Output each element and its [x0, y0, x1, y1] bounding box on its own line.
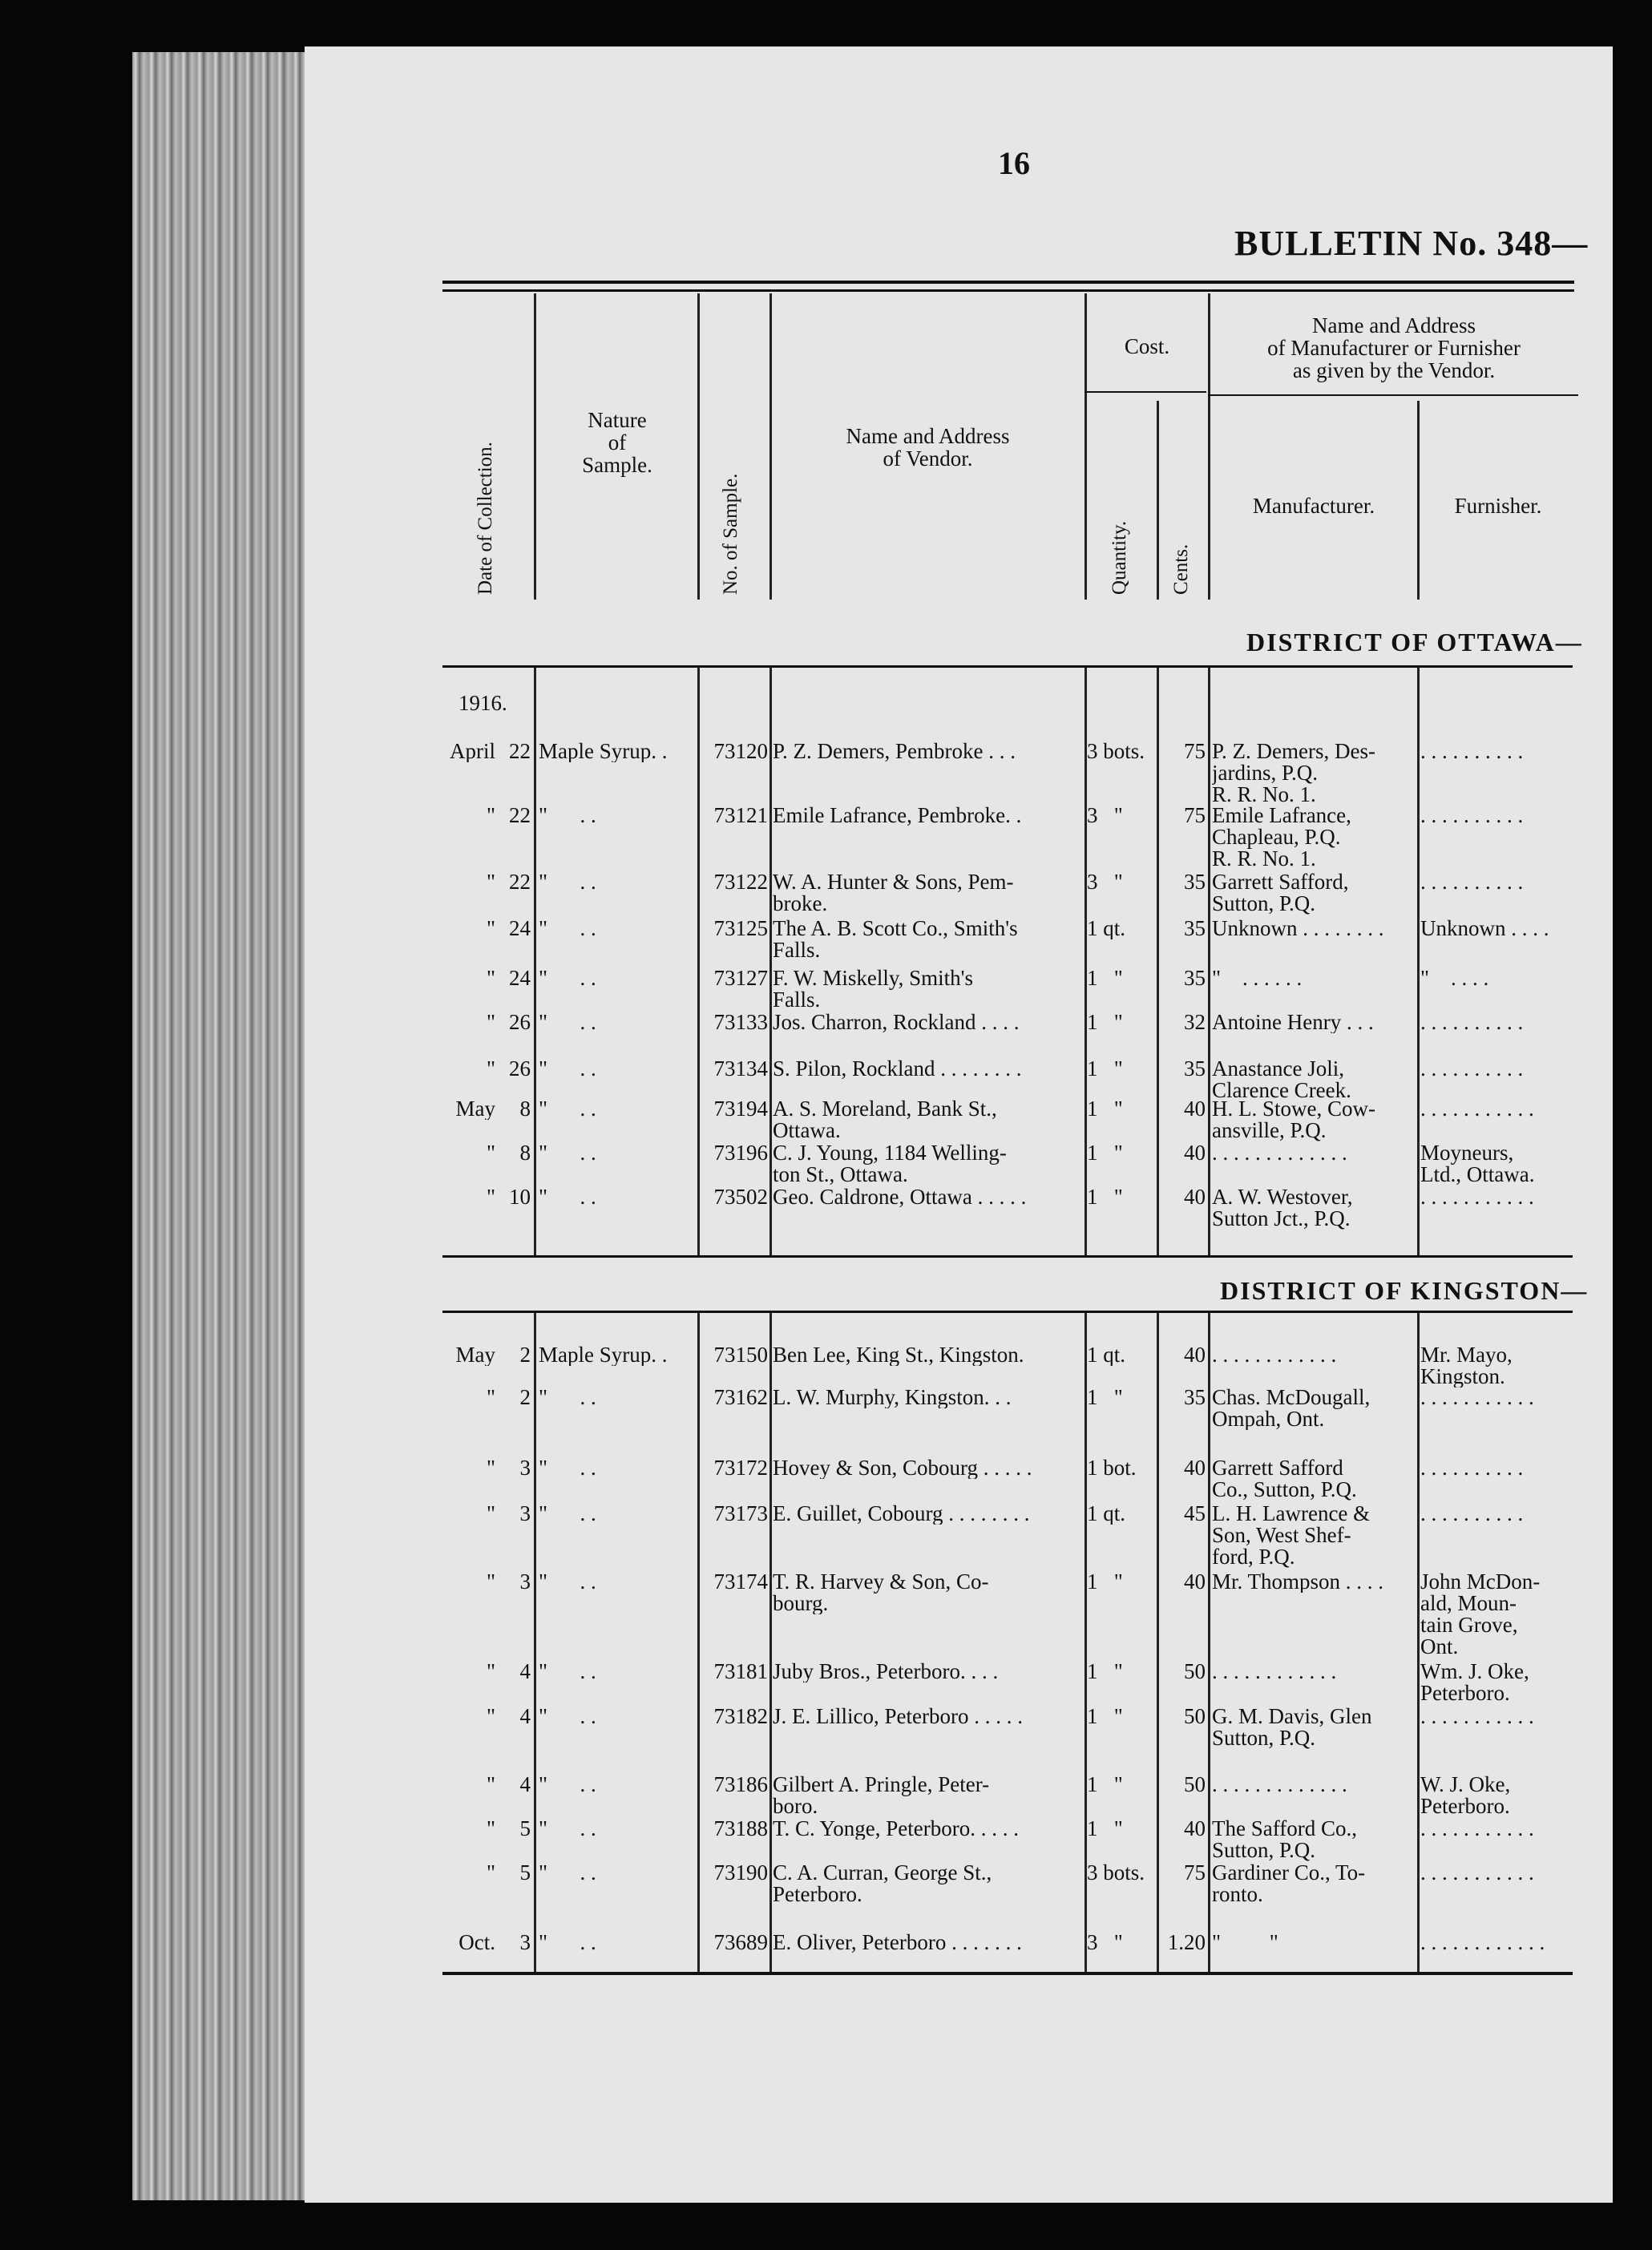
cell-month: " — [486, 1862, 495, 1884]
cell-no: 73150 — [713, 1344, 768, 1366]
cell-no: 73182 — [713, 1706, 768, 1727]
cell-cents: 40 — [1184, 1186, 1206, 1208]
cell-furn: John McDon- ald, Moun- tain Grove, Ont. — [1420, 1571, 1541, 1658]
cell-vendor: W. A. Hunter & Sons, Pem- broke. — [773, 871, 1014, 915]
cell-day: 3 — [519, 1571, 531, 1593]
cell-no: 73120 — [713, 741, 768, 762]
cell-mfr: Mr. Thompson . . . . — [1212, 1571, 1384, 1593]
district-title: DISTRICT OF KINGSTON— — [1220, 1276, 1589, 1305]
cell-qty: 3 " — [1087, 1932, 1123, 1953]
cell-day: 5 — [519, 1862, 531, 1884]
cell-mfr: Garrett Safford, Sutton, P.Q. — [1212, 871, 1349, 915]
cell-month: " — [486, 805, 495, 826]
cell-vendor: F. W. Miskelly, Smith's Falls. — [773, 967, 974, 1011]
cell-vendor: Hovey & Son, Cobourg . . . . . — [773, 1457, 1032, 1479]
cell-qty: 1 " — [1087, 1142, 1123, 1164]
cell-month: " — [486, 967, 495, 989]
cell-vendor: E. Guillet, Cobourg . . . . . . . . — [773, 1503, 1030, 1525]
cell-month: " — [486, 1774, 495, 1796]
cell-furn: . . . . . . . . . . — [1420, 805, 1524, 826]
cell-nature: " . . — [539, 805, 596, 826]
cell-day: 2 — [519, 1344, 531, 1366]
bottom-rule — [442, 1972, 1573, 1975]
cell-day: 10 — [509, 1186, 531, 1208]
header-cents: Cents. — [1170, 543, 1192, 595]
cell-day: 3 — [519, 1503, 531, 1525]
district-title: DISTRICT OF OTTAWA— — [1246, 628, 1583, 656]
cell-nature: " . . — [539, 1661, 596, 1682]
cell-month: " — [486, 1186, 495, 1208]
cell-month: " — [486, 1818, 495, 1840]
cell-day: 3 — [519, 1457, 531, 1479]
cell-furn: . . . . . . . . . . . — [1420, 1098, 1534, 1120]
cell-furn: . . . . . . . . . . — [1420, 871, 1524, 893]
cell-cents: 40 — [1184, 1457, 1206, 1479]
body-col-divider — [1208, 1313, 1210, 1972]
cell-furn: . . . . . . . . . . — [1420, 1012, 1524, 1033]
cell-qty: 1 " — [1087, 1012, 1123, 1033]
cell-furn: " . . . . — [1420, 967, 1489, 989]
cell-cents: 35 — [1184, 967, 1206, 989]
cell-qty: 1 " — [1087, 1387, 1123, 1408]
cell-nature: " . . — [539, 918, 596, 939]
cell-mfr: Chas. McDougall, Ompah, Ont. — [1212, 1387, 1371, 1430]
cell-nature: " . . — [539, 1503, 596, 1525]
cell-furn: Unknown . . . . — [1420, 918, 1549, 939]
cell-nature: " . . — [539, 1058, 596, 1080]
cell-vendor: C. J. Young, 1184 Welling- ton St., Ottawa. — [773, 1142, 1007, 1186]
cell-month: " — [486, 1457, 495, 1479]
cell-month: May — [455, 1098, 495, 1120]
cell-mfr: . . . . . . . . . . . . . — [1212, 1774, 1347, 1796]
header-furnisher: Furnisher. — [1454, 494, 1542, 518]
cell-month: " — [486, 1706, 495, 1727]
cell-no: 73162 — [713, 1387, 768, 1408]
cell-qty: 1 bot. — [1087, 1457, 1137, 1479]
cell-mfr: H. L. Stowe, Cow- ansville, P.Q. — [1212, 1098, 1375, 1141]
cell-cents: 35 — [1184, 1058, 1206, 1080]
cell-no: 73190 — [713, 1862, 768, 1884]
cell-day: 4 — [519, 1661, 531, 1682]
cell-cents: 35 — [1184, 1387, 1206, 1408]
cell-no: 73134 — [713, 1058, 768, 1080]
cell-cents: 32 — [1184, 1012, 1206, 1033]
cell-month: " — [486, 1661, 495, 1682]
cell-qty: 3 bots. — [1087, 1862, 1145, 1884]
cell-nature: " . . — [539, 1774, 596, 1796]
cell-furn: . . . . . . . . . . . — [1420, 1387, 1534, 1408]
cell-no: 73121 — [713, 805, 768, 826]
cell-vendor: Jos. Charron, Rockland . . . . — [773, 1012, 1020, 1033]
cell-day: 4 — [519, 1774, 531, 1796]
cell-mfr: L. H. Lawrence & Son, West Shef- ford, P.Q. — [1212, 1503, 1371, 1568]
cell-mfr: G. M. Davis, Glen Sutton, P.Q. — [1212, 1706, 1372, 1749]
cell-cents: 75 — [1184, 1862, 1206, 1884]
cell-day: 3 — [519, 1932, 531, 1953]
cell-vendor: J. E. Lillico, Peterboro . . . . . — [773, 1706, 1023, 1727]
cell-month: " — [486, 918, 495, 939]
cell-vendor: L. W. Murphy, Kingston. . . — [773, 1387, 1012, 1408]
cell-cents: 75 — [1184, 741, 1206, 762]
section-rule — [442, 1311, 1573, 1313]
cell-no: 73502 — [713, 1186, 768, 1208]
cell-nature: " . . — [539, 1098, 596, 1120]
cell-month: " — [486, 1503, 495, 1525]
header-no: No. of Sample. — [720, 473, 741, 595]
cell-furn: . . . . . . . . . . . — [1420, 1706, 1534, 1727]
cell-cents: 40 — [1184, 1142, 1206, 1164]
cell-day: 22 — [509, 741, 531, 762]
cell-mfr: . . . . . . . . . . . . — [1212, 1661, 1337, 1682]
top-rule-2 — [442, 289, 1574, 292]
cell-mfr: A. W. Westover, Sutton Jct., P.Q. — [1212, 1186, 1353, 1230]
header-col-divider — [697, 293, 700, 600]
section-rule — [442, 665, 1573, 668]
body-col-divider — [769, 1313, 772, 1972]
cell-mfr: . . . . . . . . . . . . — [1212, 1344, 1337, 1366]
cell-mfr: " " — [1212, 1932, 1278, 1953]
cell-no: 73181 — [713, 1661, 768, 1682]
cell-furn: . . . . . . . . . . . . — [1420, 1932, 1545, 1953]
cell-mfr: Anastance Joli, Clarence Creek. — [1212, 1058, 1351, 1101]
cell-cents: 40 — [1184, 1344, 1206, 1366]
cost-subrule — [1085, 391, 1206, 393]
cell-mfr: The Safford Co., Sutton, P.Q. — [1212, 1818, 1357, 1861]
cell-nature: " . . — [539, 1457, 596, 1479]
cell-day: 22 — [509, 805, 531, 826]
cell-month: May — [455, 1344, 495, 1366]
cell-no: 73186 — [713, 1774, 768, 1796]
header-nature: Nature of Sample. — [582, 408, 652, 477]
cell-cents: 40 — [1184, 1571, 1206, 1593]
cell-cents: 50 — [1184, 1774, 1206, 1796]
cell-nature: " . . — [539, 1706, 596, 1727]
cell-furn: Mr. Mayo, Kingston. — [1420, 1344, 1513, 1388]
cell-no: 73689 — [713, 1932, 768, 1953]
cell-furn: Moyneurs, Ltd., Ottawa. — [1420, 1142, 1535, 1186]
cell-no: 73194 — [713, 1098, 768, 1120]
cell-no: 73174 — [713, 1571, 768, 1593]
cell-nature: " . . — [539, 1818, 596, 1840]
header-vendor: Name and Address of Vendor. — [846, 424, 1010, 471]
cell-no: 73127 — [713, 967, 768, 989]
cell-qty: 1 qt. — [1087, 918, 1126, 939]
cell-cents: 35 — [1184, 918, 1206, 939]
cell-cents: 35 — [1184, 871, 1206, 893]
cell-mfr: " . . . . . . — [1212, 967, 1303, 989]
cell-no: 73172 — [713, 1457, 768, 1479]
cell-month: " — [486, 1012, 495, 1033]
cell-nature: Maple Syrup. . — [539, 741, 668, 762]
cell-qty: 3 bots. — [1087, 741, 1145, 762]
body-col-divider — [534, 668, 536, 1255]
header-col-divider — [1157, 401, 1159, 600]
cell-day: 8 — [519, 1142, 531, 1164]
cell-furn: . . . . . . . . . . — [1420, 741, 1524, 762]
cell-qty: 1 " — [1087, 1098, 1123, 1120]
cell-nature: " . . — [539, 967, 596, 989]
cell-day: 22 — [509, 871, 531, 893]
section-rule — [442, 1255, 1573, 1258]
cell-cents: 40 — [1184, 1098, 1206, 1120]
cell-day: 26 — [509, 1058, 531, 1080]
year-label: 1916. — [458, 691, 507, 715]
cell-month: April — [450, 741, 495, 762]
cell-nature: " . . — [539, 1186, 596, 1208]
cell-no: 73188 — [713, 1818, 768, 1840]
cell-no: 73196 — [713, 1142, 768, 1164]
cell-cents: 75 — [1184, 805, 1206, 826]
header-quantity: Quantity. — [1109, 520, 1130, 595]
cell-month: " — [486, 1142, 495, 1164]
mfr-subrule — [1208, 394, 1578, 396]
cell-furn: W. J. Oke, Peterboro. — [1420, 1774, 1511, 1817]
cell-mfr: Emile Lafrance, Chapleau, P.Q. R. R. No. 1. — [1212, 805, 1351, 870]
cell-vendor: S. Pilon, Rockland . . . . . . . . — [773, 1058, 1022, 1080]
header-cost: Cost. — [1124, 334, 1170, 358]
cell-day: 8 — [519, 1098, 531, 1120]
cell-vendor: Gilbert A. Pringle, Peter- boro. — [773, 1774, 990, 1817]
cell-no: 73122 — [713, 871, 768, 893]
cell-qty: 1 qt. — [1087, 1344, 1126, 1366]
cell-qty: 3 " — [1087, 871, 1123, 893]
cell-vendor: Ben Lee, King St., Kingston. — [773, 1344, 1024, 1366]
cell-vendor: T. R. Harvey & Son, Co- bourg. — [773, 1571, 989, 1614]
bulletin-title: BULLETIN No. 348— — [1234, 224, 1589, 263]
header-manufacturer: Manufacturer. — [1252, 494, 1375, 518]
cell-no: 73125 — [713, 918, 768, 939]
cell-qty: 1 " — [1087, 1774, 1123, 1796]
cell-qty: 1 " — [1087, 967, 1123, 989]
cell-vendor: C. A. Curran, George St., Peterboro. — [773, 1862, 992, 1905]
cell-furn: . . . . . . . . . . . — [1420, 1186, 1534, 1208]
cell-vendor: P. Z. Demers, Pembroke . . . — [773, 741, 1016, 762]
cell-day: 24 — [509, 967, 531, 989]
cell-qty: 1 " — [1087, 1186, 1123, 1208]
cell-nature: " . . — [539, 871, 596, 893]
cell-month: " — [486, 1571, 495, 1593]
cell-month: Oct. — [458, 1932, 495, 1953]
body-col-divider — [1208, 668, 1210, 1255]
cell-cents: 40 — [1184, 1818, 1206, 1840]
cell-vendor: A. S. Moreland, Bank St., Ottawa. — [773, 1098, 997, 1141]
cell-vendor: Emile Lafrance, Pembroke. . — [773, 805, 1022, 826]
cell-vendor: The A. B. Scott Co., Smith's Falls. — [773, 918, 1018, 961]
cell-day: 4 — [519, 1706, 531, 1727]
cell-furn: . . . . . . . . . . — [1420, 1503, 1524, 1525]
cell-furn: . . . . . . . . . . . — [1420, 1818, 1534, 1840]
cell-mfr: P. Z. Demers, Des- jardins, P.Q. R. R. No. 1. — [1212, 741, 1375, 806]
cell-mfr: Gardiner Co., To- ronto. — [1212, 1862, 1366, 1905]
cell-day: 26 — [509, 1012, 531, 1033]
header-col-divider — [534, 293, 536, 600]
cell-qty: 1 " — [1087, 1661, 1123, 1682]
cell-day: 5 — [519, 1818, 531, 1840]
cell-furn: Wm. J. Oke, Peterboro. — [1420, 1661, 1529, 1704]
cell-vendor: Juby Bros., Peterboro. . . . — [773, 1661, 999, 1682]
cell-cents: 50 — [1184, 1706, 1206, 1727]
top-rule-1 — [442, 281, 1574, 284]
cell-no: 73173 — [713, 1503, 768, 1525]
cell-qty: 1 " — [1087, 1571, 1123, 1593]
cell-vendor: E. Oliver, Peterboro . . . . . . . — [773, 1932, 1022, 1953]
book-binding-edge — [132, 52, 313, 2200]
cell-nature: " . . — [539, 1571, 596, 1593]
cell-mfr: Garrett Safford Co., Sutton, P.Q. — [1212, 1457, 1357, 1501]
cell-month: " — [486, 1387, 495, 1408]
cell-cents: 50 — [1184, 1661, 1206, 1682]
body-col-divider — [1417, 1313, 1420, 1972]
cell-furn: . . . . . . . . . . — [1420, 1058, 1524, 1080]
header-col-divider — [769, 293, 772, 600]
body-col-divider — [534, 1313, 536, 1972]
cell-vendor: T. C. Yonge, Peterboro. . . . . — [773, 1818, 1019, 1840]
cell-day: 2 — [519, 1387, 531, 1408]
cell-qty: 1 " — [1087, 1818, 1123, 1840]
cell-nature: " . . — [539, 1387, 596, 1408]
cell-mfr: Antoine Henry . . . — [1212, 1012, 1374, 1033]
cell-no: 73133 — [713, 1012, 768, 1033]
cell-cents: 1.20 — [1167, 1932, 1206, 1953]
cell-qty: 1 " — [1087, 1058, 1123, 1080]
cell-day: 24 — [509, 918, 531, 939]
header-date: Date of Collection. — [475, 442, 496, 595]
cell-month: " — [486, 871, 495, 893]
cell-furn: . . . . . . . . . . — [1420, 1457, 1524, 1479]
header-mfr-group: Name and Address of Manufacturer or Furnisher as given by the Vendor. — [1267, 313, 1521, 382]
body-col-divider — [1417, 668, 1420, 1255]
body-col-divider — [769, 668, 772, 1255]
cell-month: " — [486, 1058, 495, 1080]
cell-nature: " . . — [539, 1142, 596, 1164]
cell-nature: Maple Syrup. . — [539, 1344, 668, 1366]
cell-nature: " . . — [539, 1862, 596, 1884]
page-number: 16 — [998, 145, 1030, 181]
cell-mfr: Unknown . . . . . . . . — [1212, 918, 1384, 939]
cell-qty: 1 qt. — [1087, 1503, 1126, 1525]
cell-mfr: . . . . . . . . . . . . . — [1212, 1142, 1347, 1164]
cell-nature: " . . — [539, 1012, 596, 1033]
cell-qty: 3 " — [1087, 805, 1123, 826]
cell-furn: . . . . . . . . . . . — [1420, 1862, 1534, 1884]
cell-nature: " . . — [539, 1932, 596, 1953]
cell-qty: 1 " — [1087, 1706, 1123, 1727]
cell-cents: 45 — [1184, 1503, 1206, 1525]
cell-vendor: Geo. Caldrone, Ottawa . . . . . — [773, 1186, 1027, 1208]
